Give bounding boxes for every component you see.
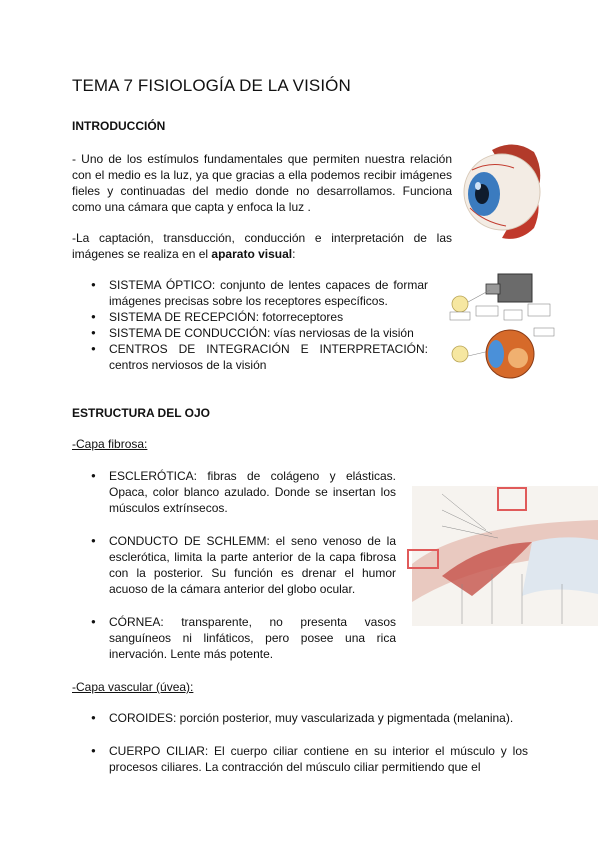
- label-box-4: [528, 304, 550, 316]
- list-item: ● ESCLERÓTICA: fibras de colágeno y elásticas. Opaca, color blanco azulado. Donde se insertan los músculos extrínsecos.: [72, 468, 396, 516]
- intro-bullet-list: [72, 277, 428, 373]
- bulb-top-icon: [452, 296, 468, 312]
- fibrous-bullet-list: [72, 468, 396, 662]
- list-item: ● CENTROS DE INTEGRACIÓN E INTERPRETACIÓN: centros nerviosos de la visión: [72, 341, 428, 373]
- vascular-bullet-list: [72, 710, 528, 775]
- intro-paragraph-1: - Uno de los estímulos fundamentales que permiten nuestra relación con el medio es la luz, ya que gracias a ella podemos recibir imágenes fieles y continuadas del medio donde no desarrollamos. Funciona como una cámara que capta y enfoca la luz .: [72, 152, 452, 214]
- label-box-2: [476, 306, 498, 316]
- label-box-1: [450, 312, 470, 320]
- lens-region-shape: [522, 537, 598, 596]
- vascular-layer-heading: -Capa vascular (úvea):: [72, 680, 194, 694]
- bulb-bottom-icon: [452, 346, 468, 362]
- eye-highlight: [475, 182, 481, 190]
- intro-paragraph-2: [72, 230, 452, 262]
- list-item: ● SISTEMA DE RECEPCIÓN: fotorreceptores: [72, 309, 428, 325]
- list-item: ● CONDUCTO DE SCHLEMM: el seno venoso de la esclerótica, limita la parte anterior de la capa fibrosa con la posterior. Su función es drenar el humor acuoso de la cámara anterior del globo ocular.: [72, 533, 396, 597]
- fibrous-layer-heading: -Capa fibrosa:: [72, 437, 148, 451]
- list-item: ● SISTEMA ÓPTICO: conjunto de lentes capaces de formar imágenes precisas sobre los receptores específicos.: [72, 277, 428, 309]
- camera-eye-diagram: [446, 268, 556, 386]
- aparato-visual-term: aparato visual: [211, 247, 293, 261]
- list-item: ● CUERPO CILIAR: El cuerpo ciliar contiene en su interior el músculo y los procesos ciliares. La contracción del músculo ciliar permitiendo que el: [72, 743, 528, 775]
- list-item: ● SISTEMA DE CONDUCCIÓN: vías nerviosas de la visión: [72, 325, 428, 341]
- label-box-5: [534, 328, 554, 336]
- structure-heading: ESTRUCTURA DEL OJO: [72, 406, 211, 420]
- camera-lens-shape: [486, 284, 500, 294]
- intro-heading: INTRODUCCIÓN: [72, 119, 166, 133]
- retina-shape: [508, 348, 528, 368]
- schlemm-canal-diagram: [402, 484, 600, 630]
- label-box-3: [504, 310, 522, 320]
- eye-lens-shape: [488, 340, 504, 368]
- page-title: TEMA 7 FISIOLOGÍA DE LA VISIÓN: [72, 76, 351, 95]
- list-item: ● COROIDES: porción posterior, muy vascularizada y pigmentada (melanina).: [72, 710, 528, 726]
- camera-box-shape: [498, 274, 532, 302]
- paragraph-2-text: -La captación, transducción, conducción e interpretación de las imágenes se realiza en el: [72, 231, 452, 261]
- paragraph-2-end: :: [292, 247, 296, 261]
- list-item: ● CÓRNEA: transparente, no presenta vasos sanguíneos ni linfáticos, pero posee una rica inervación. Lente más potente.: [72, 614, 396, 662]
- eyeball-illustration: [462, 130, 544, 248]
- light-ray-1: [468, 290, 490, 302]
